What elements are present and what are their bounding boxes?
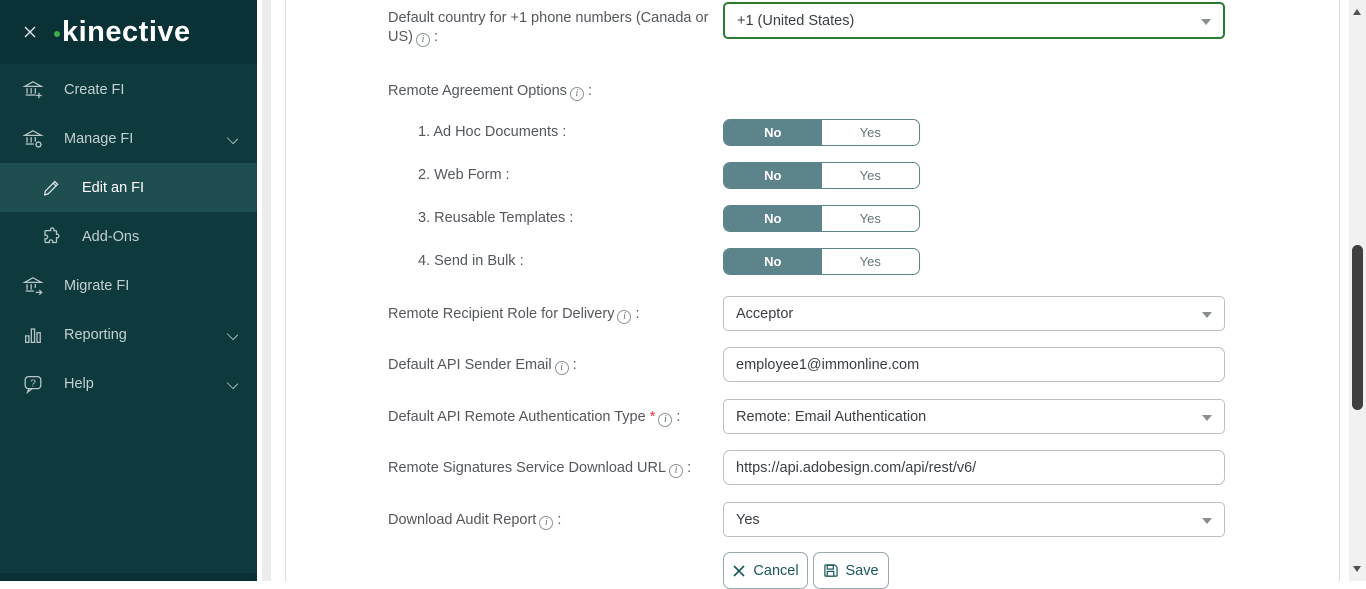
sidebar-item-label: Edit an FI: [82, 179, 145, 196]
toggle-no-button[interactable]: No: [724, 163, 822, 188]
remote-recipient-role-select[interactable]: [723, 296, 1225, 331]
field-label-default-country: Default country for +1 phone numbers (Canada or US) i :: [388, 10, 709, 45]
x-icon: [732, 564, 746, 578]
remote-signatures-download-url-input[interactable]: [723, 450, 1225, 485]
selected-value: Remote: Email Authentication: [736, 408, 927, 425]
reusable-templates-toggle: [723, 205, 920, 232]
chevron-down-icon: [227, 133, 238, 144]
selected-value: Yes: [736, 511, 760, 528]
info-icon[interactable]: i: [658, 413, 672, 427]
logo-dot: [54, 31, 60, 37]
default-country-select[interactable]: [723, 2, 1225, 39]
help-bubble-icon: [22, 373, 44, 395]
sidebar-header: [0, 0, 257, 64]
save-button[interactable]: [813, 552, 889, 589]
bank-arrow-icon: [22, 275, 44, 297]
toggle-label-web-form: 2. Web Form :: [418, 167, 510, 183]
default-api-remote-auth-type-select[interactable]: [723, 399, 1225, 434]
pencil-icon: [40, 177, 62, 199]
scrollbar-down-arrow-icon[interactable]: [1353, 566, 1361, 576]
ad-hoc-documents-toggle: [723, 119, 920, 146]
vertical-scrollbar[interactable]: [1349, 0, 1366, 581]
logo-text: kinective: [62, 15, 191, 48]
info-icon[interactable]: i: [416, 33, 430, 47]
chevron-down-icon: [227, 378, 238, 389]
sidebar-item-create-fi[interactable]: [0, 65, 257, 114]
bar-chart-icon: [22, 324, 44, 346]
toggle-yes-button[interactable]: Yes: [822, 249, 920, 274]
save-button-label: Save: [845, 562, 879, 579]
section-label-remote-agreement-options: Remote Agreement Options i :: [388, 83, 592, 99]
info-icon[interactable]: i: [669, 464, 683, 478]
sidebar-item-label: Add-Ons: [82, 228, 140, 245]
cancel-button-label: Cancel: [753, 562, 799, 579]
sidebar-scroll-gutter: [262, 0, 271, 581]
sidebar-close-button[interactable]: [18, 20, 42, 44]
send-in-bulk-toggle: [723, 248, 920, 275]
toggle-yes-button[interactable]: Yes: [822, 163, 920, 188]
sidebar-item-label: Migrate FI: [64, 277, 130, 294]
chevron-down-icon: [227, 329, 238, 340]
selected-value: +1 (United States): [737, 12, 855, 29]
save-floppy-icon: [823, 563, 838, 578]
cancel-button[interactable]: [723, 552, 808, 589]
sidebar-nav: [0, 65, 257, 408]
toggle-label-ad-hoc-documents: 1. Ad Hoc Documents :: [418, 124, 567, 140]
field-label-default-api-remote-auth-type: Default API Remote Authentication Type * i :: [388, 409, 681, 425]
sidebar-item-label: Manage FI: [64, 130, 134, 147]
field-label-remote-signatures-download-url: Remote Signatures Service Download URL i :: [388, 460, 692, 476]
info-icon[interactable]: i: [539, 516, 553, 530]
toggle-no-button[interactable]: No: [724, 206, 822, 231]
sidebar-item-label: Reporting: [64, 326, 127, 343]
sidebar-item-label: Help: [64, 375, 94, 392]
edit-fi-form: [285, 0, 1340, 581]
scrollbar-thumb[interactable]: [1352, 245, 1363, 410]
info-icon[interactable]: i: [555, 361, 569, 375]
sidebar: [0, 0, 257, 581]
default-api-sender-email-input[interactable]: [723, 347, 1225, 382]
sidebar-footer-strip: [0, 573, 257, 581]
app-logo: [52, 16, 191, 49]
field-label-default-api-sender-email: Default API Sender Email i :: [388, 357, 577, 373]
info-icon[interactable]: i: [570, 87, 584, 101]
close-icon: [22, 24, 38, 40]
sidebar-item-migrate-fi[interactable]: [0, 261, 257, 310]
required-asterisk: *: [649, 409, 656, 425]
toggle-label-reusable-templates: 3. Reusable Templates :: [418, 210, 574, 226]
sidebar-item-add-ons[interactable]: [0, 212, 257, 261]
bank-gear-icon: [22, 128, 44, 150]
toggle-yes-button[interactable]: Yes: [822, 120, 920, 145]
bank-plus-icon: [22, 79, 44, 101]
sidebar-item-edit-an-fi[interactable]: [0, 163, 257, 212]
puzzle-icon: [40, 226, 62, 248]
info-icon[interactable]: i: [617, 310, 631, 324]
sidebar-item-manage-fi[interactable]: [0, 114, 257, 163]
scrollbar-up-arrow-icon[interactable]: [1353, 5, 1361, 15]
field-label-download-audit-report: Download Audit Report i :: [388, 512, 562, 528]
web-form-toggle: [723, 162, 920, 189]
sidebar-item-help[interactable]: [0, 359, 257, 408]
sidebar-item-reporting[interactable]: [0, 310, 257, 359]
selected-value: Acceptor: [736, 305, 794, 322]
toggle-yes-button[interactable]: Yes: [822, 206, 920, 231]
sidebar-item-label: Create FI: [64, 81, 125, 98]
field-label-remote-recipient-role: Remote Recipient Role for Delivery i :: [388, 306, 640, 322]
toggle-no-button[interactable]: No: [724, 249, 822, 274]
download-audit-report-select[interactable]: [723, 502, 1225, 537]
question-mark: ?: [30, 377, 36, 389]
toggle-no-button[interactable]: No: [724, 120, 822, 145]
toggle-label-send-in-bulk: 4. Send in Bulk :: [418, 253, 524, 269]
